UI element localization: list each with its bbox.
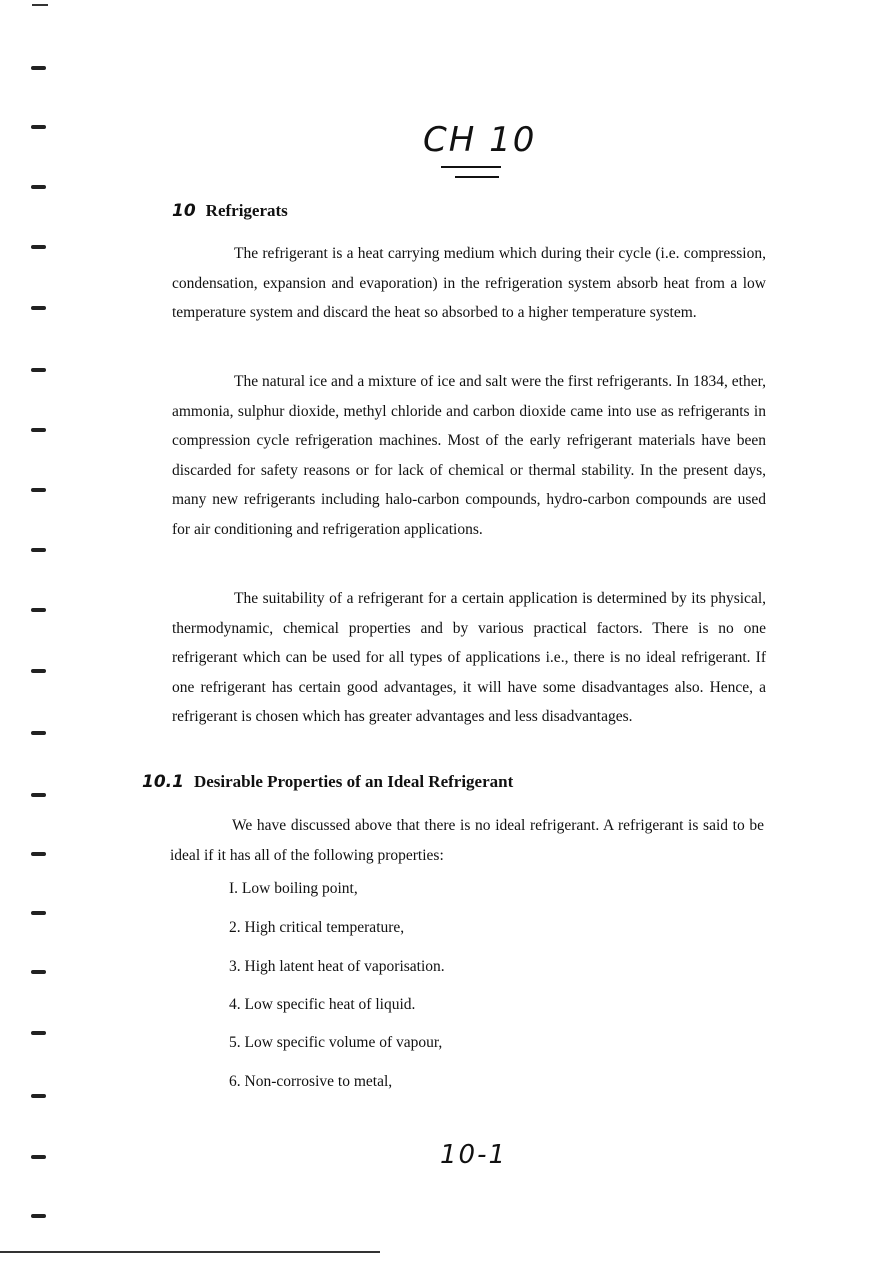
section-heading-10 xyxy=(172,201,288,221)
property-item: 5. Low specific volume of vapour, xyxy=(229,1034,443,1051)
binding-mark xyxy=(31,488,46,492)
section-heading-10-1 xyxy=(142,772,513,792)
binding-mark xyxy=(31,306,46,310)
property-item: 3. High latent heat of vaporisation. xyxy=(229,958,445,975)
binding-mark xyxy=(31,731,46,735)
chapter-underline xyxy=(441,166,501,168)
property-item: I. Low boiling point, xyxy=(229,880,358,897)
corner-mark xyxy=(32,4,48,6)
binding-mark xyxy=(31,1155,46,1159)
section-title: Refrigerats xyxy=(205,201,288,220)
binding-mark xyxy=(31,368,46,372)
binding-mark xyxy=(31,970,46,974)
paragraph-1: The refrigerant is a heat carrying medium which during their cycle (i.e. compression, condensation, expansion and evaporation) in the refrigeration system absorb heat from a low temperature system and discard the heat so absorbed to a higher temperature system. xyxy=(172,245,766,321)
section-title: Desirable Properties of an Ideal Refrigerant xyxy=(193,772,514,791)
property-item: 4. Low specific heat of liquid. xyxy=(229,996,416,1013)
property-item: 6. Non-corrosive to metal, xyxy=(229,1073,393,1090)
binding-mark xyxy=(31,1031,46,1035)
paragraph-3: The suitability of a refrigerant for a certain application is determined by its physical, thermodynamic, chemical properties and by various practical factors. There is no one refrigerant which can be used for all types of applications i.e., there is no ideal refrigerant. If one refrigerant has certain good advantages, it will have some disadvantages also. Hence, a refrigerant is chosen which has greater advantages and less disadvantages. xyxy=(172,590,766,725)
binding-mark xyxy=(31,1094,46,1098)
binding-mark xyxy=(31,245,46,249)
chapter-underline-2 xyxy=(455,176,499,178)
binding-mark xyxy=(31,125,46,129)
paragraph-2: The natural ice and a mixture of ice and salt were the first refrigerants. In 1834, ether, ammonia, sulphur dioxide, methyl chloride and carbon dioxide came into use as refrigerants in compression cycle refrigeration machines. Most of the early refrigerant materials have been discarded for safety reasons or for lack of chemical or thermal stability. In the present days, many new refrigerants including halo-carbon compounds, hydro-carbon compounds are used for air conditioning and refrigeration applications. xyxy=(172,373,766,538)
binding-mark xyxy=(31,608,46,612)
binding-mark xyxy=(31,911,46,915)
binding-mark xyxy=(31,669,46,673)
property-item: 2. High critical temperature, xyxy=(229,919,405,936)
section-number: 10.1 xyxy=(142,772,184,792)
binding-mark xyxy=(31,66,46,70)
bottom-rule xyxy=(0,1251,380,1253)
paragraph-4: We have discussed above that there is no ideal refrigerant. A refrigerant is said to be ideal if it has all of the following properties: xyxy=(170,817,764,864)
page-number: 10-1 xyxy=(440,1140,508,1170)
binding-mark xyxy=(31,852,46,856)
section-number: 10 xyxy=(172,201,196,221)
binding-mark xyxy=(31,428,46,432)
binding-mark xyxy=(31,185,46,189)
binding-mark xyxy=(31,793,46,797)
binding-mark xyxy=(31,548,46,552)
binding-mark xyxy=(31,1214,46,1218)
chapter-label: CH 10 xyxy=(423,120,537,160)
